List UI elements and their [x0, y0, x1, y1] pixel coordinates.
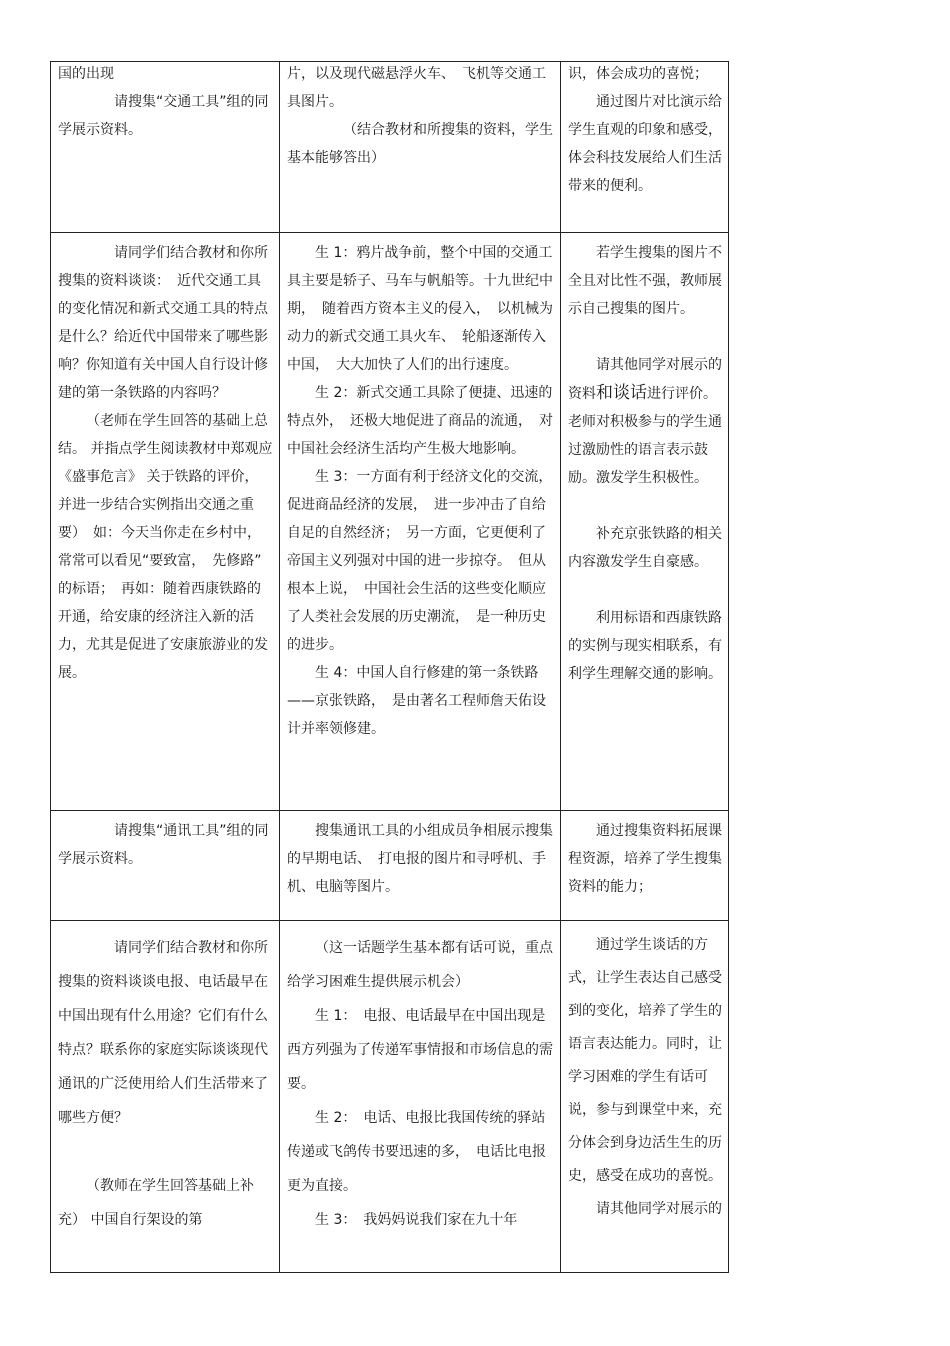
cell-text: （这一话题学生基本都有话可说，重点给学习困难生提供展示机会） — [287, 940, 553, 990]
cell-text: 片，以及现代磁悬浮火车、 飞机等交通工具图片。 — [287, 66, 546, 110]
teacher-activity-cell — [51, 62, 280, 233]
cell-text: 通过搜集资料拓展课程资源，培养了学生搜集资料的能力； — [568, 823, 722, 895]
design-intent-cell — [561, 811, 729, 921]
cell-text: 生 3： 我妈妈说我们家在九十年 — [315, 1212, 518, 1228]
cell-text: 通过学生谈话的方式，让学生表达自己感受到的变化，培养了学生的语言表达能力。同时，让学习困难的学生有话可说，参与到课堂中来，充分体会到身边活生生的历史，感受在成功的喜悦。 — [568, 937, 722, 1184]
cell-text: 生 4：中国人自行修建的第一条铁路——京张铁路， 是由著名工程师詹天佑设计并率领修建。 — [287, 665, 546, 737]
cell-text: 请搜集“通讯工具”组的同学展示资料。 — [58, 823, 269, 867]
teacher-activity-cell — [51, 921, 280, 1273]
design-intent-cell — [561, 921, 729, 1273]
student-activity-cell — [280, 62, 561, 233]
design-intent-cell — [561, 62, 729, 233]
cell-text: 搜集通讯工具的小组成员争相展示搜集的早期电话、 打电报的图片和寻呼机、手机、电脑等图片。 — [287, 823, 553, 895]
student-activity-cell — [280, 921, 561, 1273]
cell-text: 请其他同学对展示的资料和谈话进行评价。老师对积极参与的学生通过激励性的语言表示鼓励。激发学生积极性。 — [568, 357, 722, 486]
teacher-activity-cell — [51, 811, 280, 921]
cell-text: 生 1：鸦片战争前，整个中国的交通工具主要是轿子、马车与帆船等。十九世纪中期， 随着西方资本主义的侵入， 以机械为动力的新式交通工具火车、 轮船逐渐传入中国， 大大加快了人们的出行速度。 — [287, 245, 553, 373]
cell-text: 请搜集“交通工具”组的同学展示资料。 — [58, 94, 269, 138]
teacher-activity-cell — [51, 233, 280, 811]
design-intent-cell — [561, 233, 729, 811]
table-row — [51, 233, 729, 811]
table-row — [51, 921, 729, 1273]
cell-text: （教师在学生回答基础上补充） 中国自行架设的第 — [58, 1178, 254, 1228]
cell-text: 生 2：新式交通工具除了便捷、迅速的特点外， 还极大地促进了商品的流通， 对中国社会经济生活均产生极大地影响。 — [287, 385, 553, 457]
table-row — [51, 62, 729, 233]
cell-text: 补充京张铁路的相关内容激发学生自豪感。 — [568, 526, 722, 570]
cell-text: 请同学们结合教材和你所搜集的资料谈谈电报、电话最早在中国出现有什么用途？它们有什么特点？联系你的家庭实际谈谈现代通讯的广泛使用给人们生活带来了哪些方便？ — [58, 940, 268, 1126]
cell-text: 生 1： 电报、电话最早在中国出现是西方列强为了传递军事情报和市场信息的需要。 — [287, 1008, 553, 1092]
cell-text: 识，体会成功的喜悦； — [568, 66, 708, 82]
cell-text: （结合教材和所搜集的资料，学生基本能够答出） — [287, 122, 553, 166]
cell-text: 利用标语和西康铁路的实例与现实相联系，有利学生理解交通的影响。 — [568, 610, 722, 682]
lesson-plan-table — [50, 61, 729, 1273]
table-row — [51, 811, 729, 921]
cell-text: 生 3：一方面有利于经济文化的交流，促进商品经济的发展， 进一步冲击了自给自足的自然经济； 另一方面，它更便利了帝国主义列强对中国的进一步掠夺。 但从根本上说， 中国社会生活的这些变化顺应了人类社会发展的历史潮流， 是一种历史的进步。 — [287, 469, 553, 653]
cell-text: 国的出现 — [58, 66, 114, 82]
student-activity-cell — [280, 811, 561, 921]
cell-text: 请其他同学对展示的 — [596, 1201, 722, 1217]
cell-text: 通过图片对比演示给学生直观的印象和感受，体会科技发展给人们生活带来的便利。 — [568, 94, 722, 194]
cell-text: 若学生搜集的图片不全且对比性不强，教师展示自己搜集的图片。 — [568, 245, 722, 317]
cell-text: 请同学们结合教材和你所搜集的资料谈谈： 近代交通工具的变化情况和新式交通工具的特点是什么？给近代中国带来了哪些影响？你知道有关中国人自行设计修建的第一条铁路的内容吗？ — [58, 245, 268, 401]
cell-text: （老师在学生回答的基础上总结。 并指点学生阅读教材中郑观应 《盛事危言》 关于铁路的评价， 并进一步结合实例指出交通之重要） 如：今天当你走在乡村中， 常常可以看见“要致富， 先修路” 的标语； 再如：随着西康铁路的开通，给安康的经济注入新的活力，尤其是促进了安康旅游业的发展。 — [58, 413, 273, 681]
student-activity-cell — [280, 233, 561, 811]
cell-text: 生 2： 电话、电报比我国传统的驿站传递或飞鸽传书要迅速的多， 电话比电报更为直接。 — [287, 1110, 546, 1194]
